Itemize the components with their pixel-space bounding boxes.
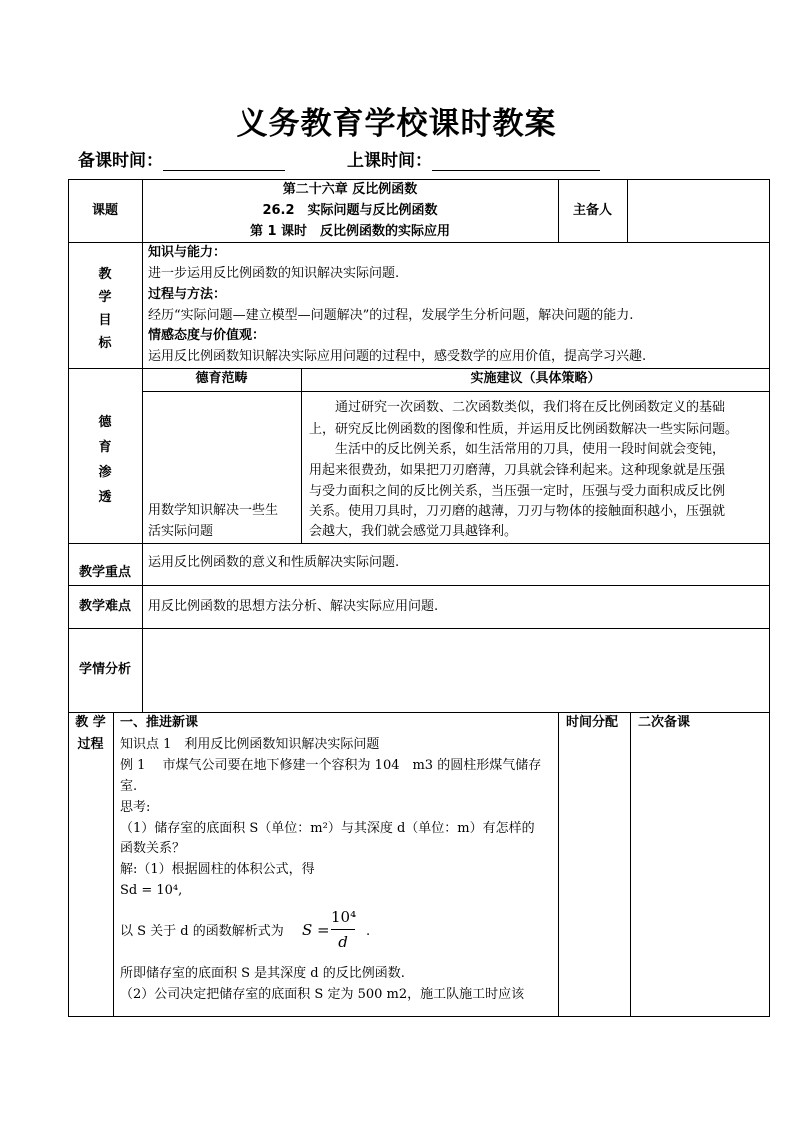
moral-suggestion-line: 生活中的反比例关系，如生活常用的刀具，使用一段时间就会变钝， — [309, 442, 726, 457]
formula-suffix: . — [366, 924, 371, 939]
time-allocation-label: 时间分配 — [566, 715, 619, 730]
process-line: 所即储存室的底面积 S 是其深度 d 的反比例函数. — [120, 966, 405, 981]
column-divider — [630, 712, 631, 1017]
class-time-blank — [432, 150, 600, 171]
process-label: 教 学 — [75, 715, 106, 730]
process-line: 解:（1）根据圆柱的体积公式，得 — [120, 862, 315, 877]
goals-label-char: 目 — [98, 313, 112, 328]
process-line: （2）公司决定把储存室的底面积 S 定为 500 m2，施工队施工时应该 — [120, 987, 525, 1002]
topic-lesson: 第 1 课时 反比例函数的实际应用 — [249, 224, 451, 239]
goal-heading: 过程与方法： — [148, 287, 227, 302]
formula-numerator: 10⁴ — [331, 908, 357, 926]
column-divider — [142, 179, 143, 712]
goal-heading: 情感态度与价值观： — [148, 328, 266, 343]
moral-label-char: 渗 — [98, 465, 112, 480]
goals-label-char: 教 — [98, 267, 112, 282]
process-line: 函数关系？ — [120, 841, 186, 856]
goals-label-char: 学 — [98, 290, 112, 305]
goal-heading: 知识与能力： — [148, 245, 227, 260]
row-divider — [68, 543, 770, 544]
moral-suggestion-line: 关系。使用刀具时，刀刃磨的越薄，刀刃与物体的接触面积越小，压强就 — [309, 504, 726, 519]
class-time-label: 上课时间： — [347, 151, 432, 171]
row-divider — [68, 628, 770, 629]
moral-label-char: 德 — [98, 415, 112, 430]
prep-time-blank — [163, 150, 285, 171]
prep-time-label: 备课时间： — [78, 151, 163, 171]
row-divider — [142, 391, 770, 392]
moral-suggestion-line: 会越大，我们就会感觉刀具越锋利。 — [309, 524, 518, 539]
moral-category-text: 活实际问题 — [148, 524, 214, 539]
process-line: 思考: — [120, 800, 151, 815]
moral-category-header: 德育范畴 — [195, 371, 248, 386]
class-time-field — [347, 146, 600, 171]
topic-chapter: 第二十六章 反比例函数 — [282, 182, 418, 197]
column-divider — [113, 712, 114, 1017]
process-line: 例 1 市煤气公司要在地下修建一个容积为 104 m3 的圆柱形煤气储存 — [120, 758, 542, 773]
moral-label-char: 育 — [98, 440, 112, 455]
moral-suggestion-line: 通过研究一次函数、二次函数类似，我们将在反比例函数定义的基础 — [309, 400, 726, 415]
formula-lhs: S = — [302, 921, 330, 939]
formula-prefix: 以 S 关于 d 的函数解析式为 — [120, 924, 284, 939]
process-line: 知识点 1 利用反比例函数知识解决实际问题 — [120, 737, 380, 752]
moral-label-char: 透 — [98, 490, 112, 505]
process-label: 过程 — [77, 737, 104, 752]
moral-suggestion-line: 上，研究反比例函数的图像和性质，并运用反比例函数解决一些实际问题。 — [309, 422, 739, 437]
goal-text: 运用反比例函数知识解决实际应用问题的过程中，感受数学的应用价值，提高学习兴趣. — [148, 349, 647, 364]
column-divider — [627, 179, 628, 242]
preparer-label: 主备人 — [572, 203, 612, 218]
topic-label: 课题 — [91, 203, 118, 218]
goals-label-char: 标 — [98, 336, 112, 351]
fraction-bar — [331, 929, 355, 930]
process-line: 室. — [120, 779, 138, 794]
column-divider — [301, 368, 302, 543]
difficulty-text: 用反比例函数的思想方法分析、解决实际应用问题. — [148, 599, 439, 614]
second-prep-label: 二次备课 — [638, 715, 691, 730]
row-divider — [68, 585, 770, 586]
topic-section: 26.2 实际问题与反比例函数 — [262, 203, 438, 218]
difficulty-label: 教学难点 — [78, 599, 131, 614]
prep-time-field — [78, 146, 285, 171]
key-point-label: 教学重点 — [78, 565, 131, 580]
analysis-label: 学情分析 — [78, 662, 131, 677]
moral-suggestion-line: 用起来很费劲，如果把刀刃磨薄，刀具就会锋利起来。这种现象就是压强 — [309, 463, 726, 478]
column-divider — [558, 712, 559, 1017]
goal-text: 经历“实际问题—建立模型—问题解决”的过程，发展学生分析问题，解决问题的能力. — [148, 308, 634, 323]
formula-denominator: d — [338, 933, 348, 951]
page-title: 义务教育学校课时教案 — [236, 106, 557, 142]
process-heading: 一、推进新课 — [120, 715, 199, 730]
key-point-text: 运用反比例函数的意义和性质解决实际问题. — [148, 555, 400, 570]
moral-suggestion-header: 实施建议（具体策略） — [470, 371, 601, 386]
moral-category-text: 用数学知识解决一些生 — [148, 503, 279, 518]
goal-text: 进一步运用反比例函数的知识解决实际问题. — [148, 266, 400, 281]
moral-suggestion-line: 与受力面积之间的反比例关系，当压强一定时，压强与受力面积成反比例 — [309, 484, 726, 499]
process-line: （1）储存室的底面积 S（单位：m²）与其深度 d（单位：m）有怎样的 — [120, 821, 535, 836]
process-line: Sd = 10⁴, — [120, 883, 183, 898]
